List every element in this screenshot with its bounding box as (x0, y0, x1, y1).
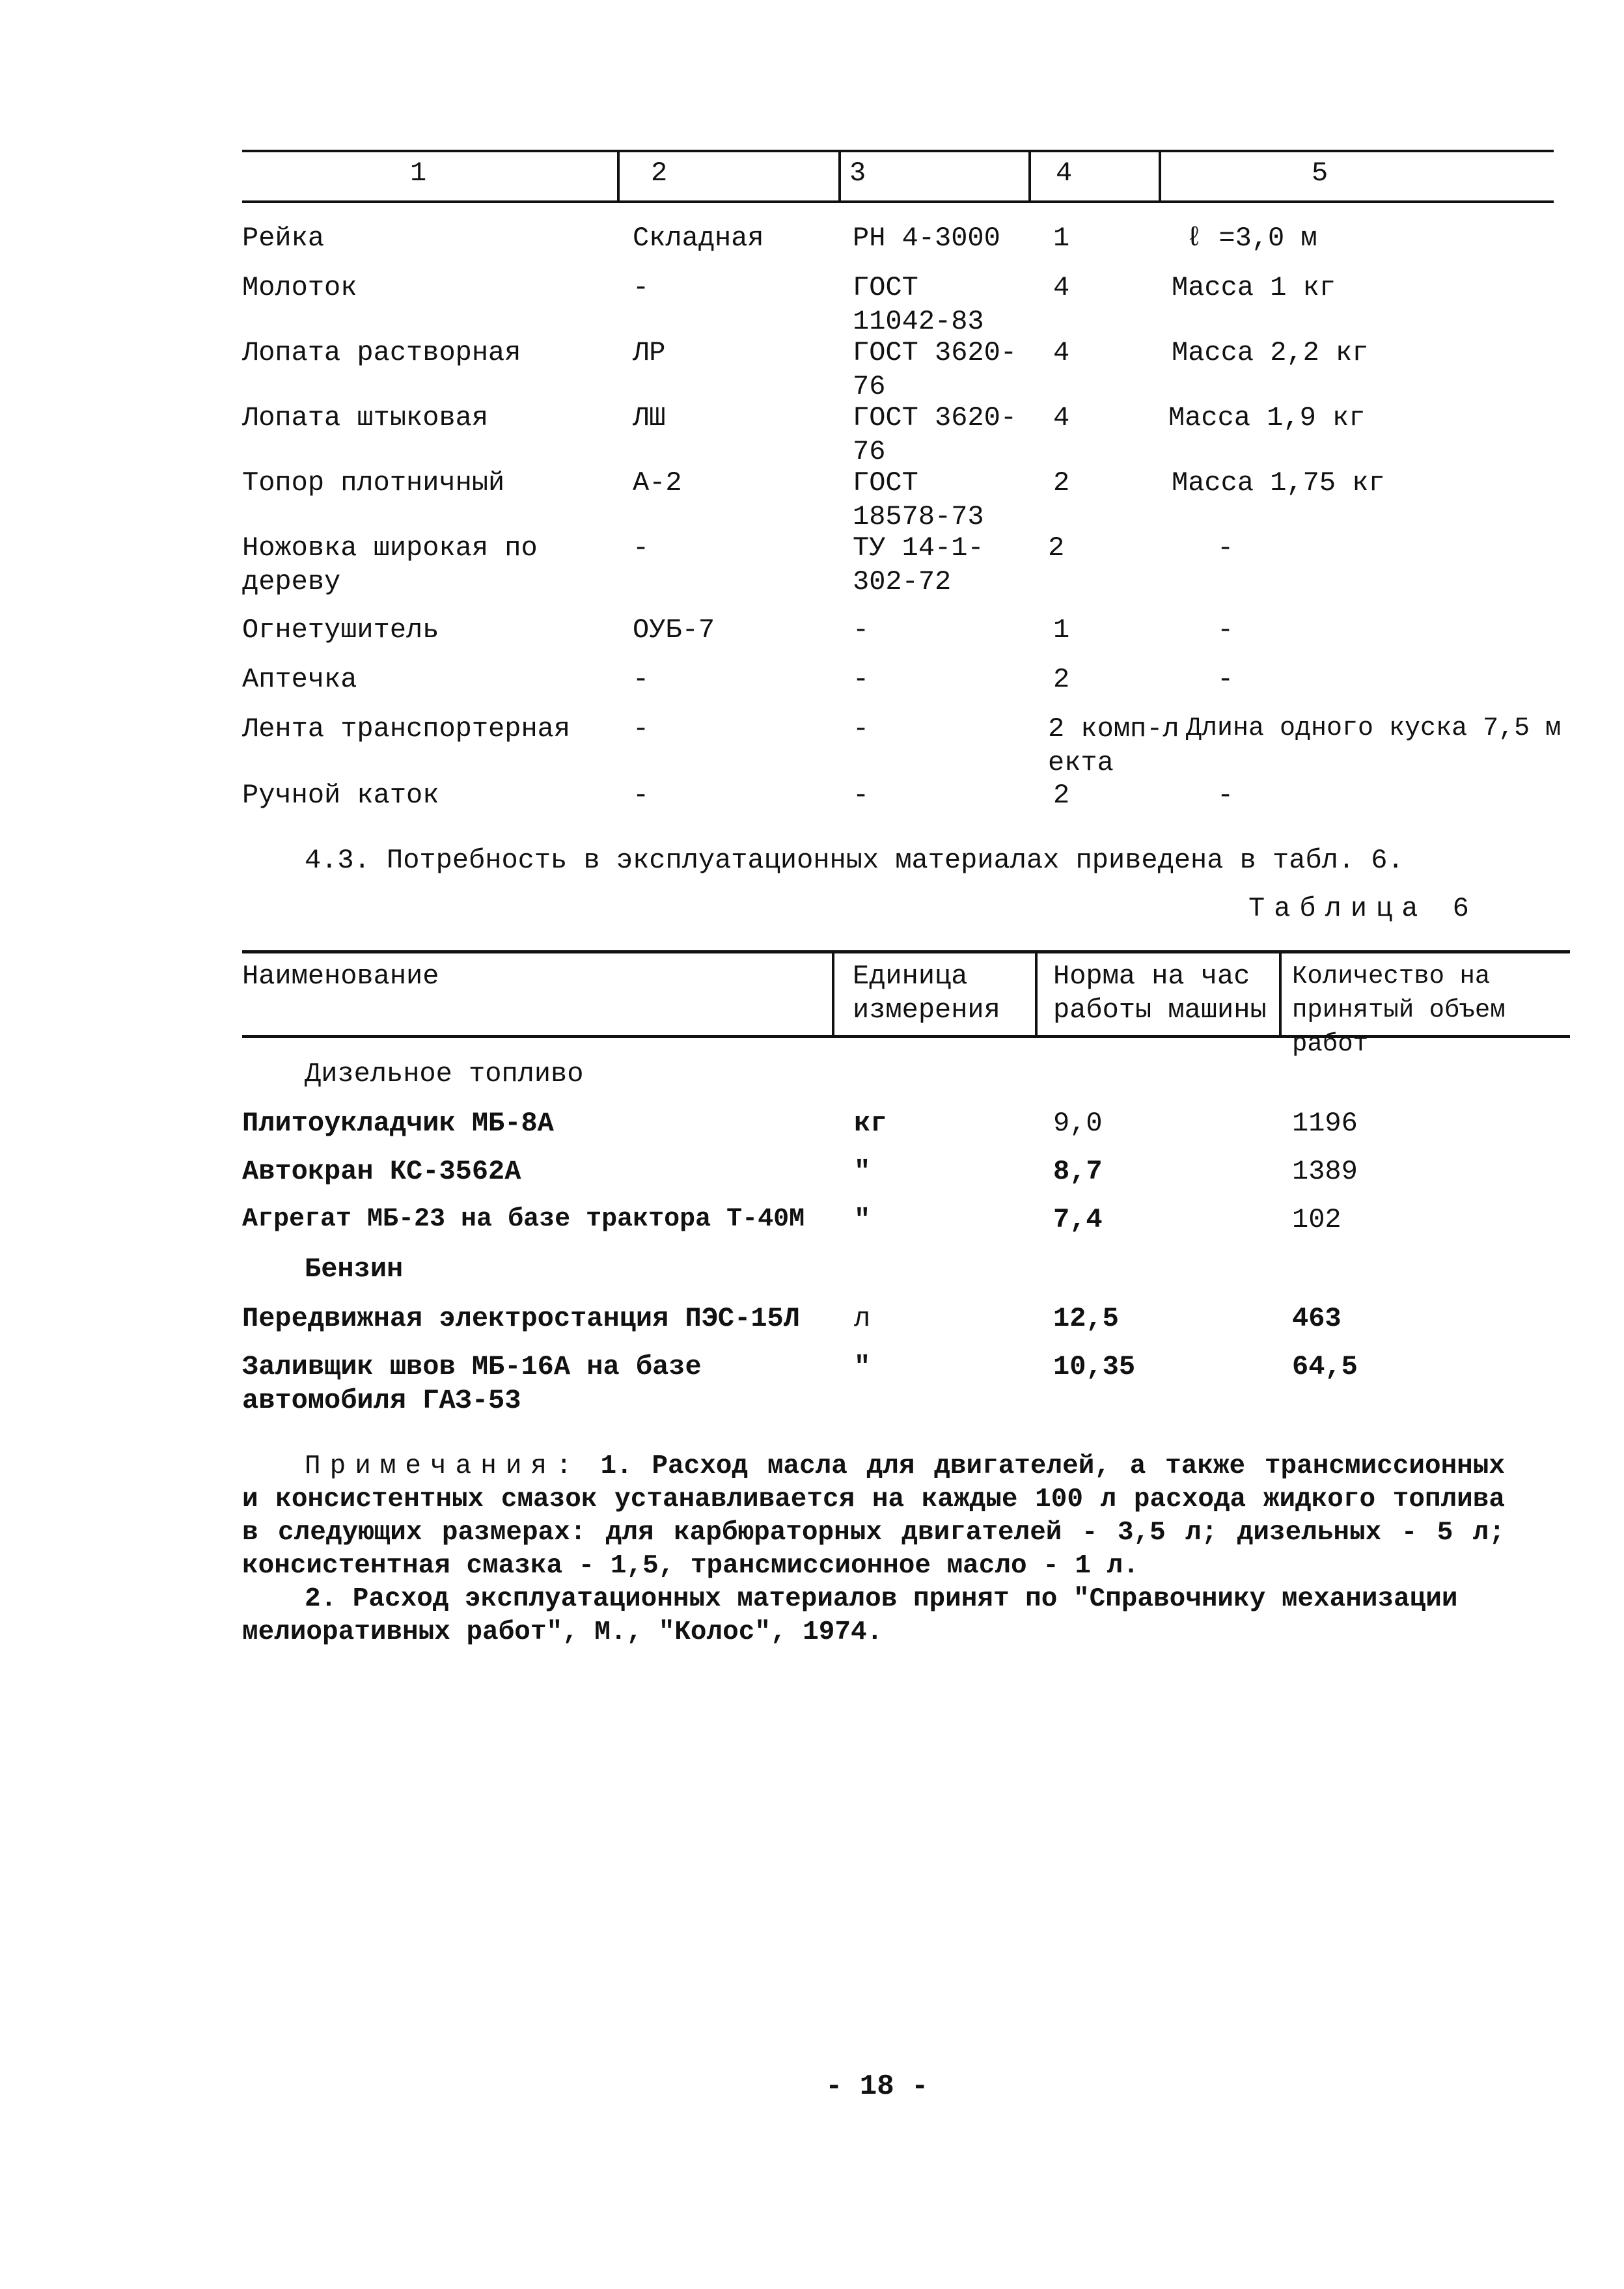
tool-name: Аптечка (242, 664, 357, 695)
tool-type: А-2 (633, 467, 682, 499)
tool-quantity: 2 комп-лекта (1048, 713, 1179, 778)
table6-header-total: Количество на принятый объем работ (1292, 962, 1506, 1058)
machine-total: 102 (1292, 1204, 1342, 1235)
petrol-section-title: Бензин (305, 1254, 404, 1285)
machine-norm: 7,4 (1053, 1204, 1103, 1235)
tool-note: Масса 1 кг (1172, 272, 1336, 303)
tool-name: Лопата растворная (242, 337, 521, 368)
tool-name: Огнетушитель (242, 614, 439, 646)
tool-quantity: 2 (1048, 532, 1065, 564)
machine-unit: " (854, 1351, 871, 1382)
diesel-section-title: Дизельное топливо (305, 1058, 584, 1090)
tool-quantity: 2 (1053, 467, 1070, 499)
tool-type: - (633, 713, 650, 745)
tool-type: ОУБ-7 (633, 614, 715, 646)
machine-unit: " (854, 1156, 871, 1187)
tool-note: - (1217, 614, 1234, 646)
machine-unit: л (854, 1303, 871, 1334)
tool-note: Масса 1,9 кг (1168, 402, 1366, 433)
table5-header-col3: 3 (849, 158, 866, 189)
tool-name: Лопата штыковая (242, 402, 489, 433)
machine-name: Плитоукладчик МБ-8А (242, 1108, 554, 1139)
tool-quantity: 4 (1053, 402, 1070, 433)
table6-header-norm: Норма на час работы машины (1053, 961, 1267, 1026)
tool-quantity: 2 (1053, 664, 1070, 695)
tool-type: ЛШ (633, 402, 666, 433)
note-2: 2. Расход эксплуатационных материалов принят по "Справочнику механизации мелиоративных работ", М., "Колос", 1974. (242, 1584, 1458, 1647)
notes-label: Примечания: (305, 1451, 581, 1481)
machine-name: Автокран КС-3562А (242, 1156, 521, 1187)
tool-quantity: 4 (1053, 272, 1070, 303)
tool-note: Масса 2,2 кг (1172, 337, 1369, 368)
machine-total: 1389 (1292, 1156, 1358, 1187)
table6-header-unit: Единица измерения (853, 961, 1000, 1026)
tool-note: - (1217, 780, 1234, 811)
table5-header-col2: 2 (651, 158, 668, 189)
machine-norm: 10,35 (1053, 1351, 1136, 1382)
machine-norm: 9,0 (1053, 1108, 1103, 1139)
tool-note: - (1217, 532, 1234, 564)
tool-type: Складная (633, 223, 764, 254)
machine-name: Передвижная электростанция ПЭС-15Л (242, 1303, 800, 1334)
machine-unit: " (854, 1204, 871, 1235)
machine-name: Заливщик швов МБ-16А на базе автомобиля ГАЗ-53 (242, 1351, 702, 1416)
tool-type: - (633, 532, 650, 564)
table6-header-name: Наименование (242, 961, 439, 992)
table6-label: Таблица 6 (1248, 893, 1478, 924)
tool-note: Масса 1,75 кг (1172, 467, 1385, 499)
machine-name: Агрегат МБ-23 на базе трактора Т-40М (242, 1205, 805, 1234)
machine-total: 463 (1292, 1303, 1342, 1334)
tool-standard: - (853, 614, 870, 646)
tool-standard: - (853, 713, 870, 745)
tool-name: Лента транспортерная (242, 713, 571, 745)
tool-quantity: 1 (1053, 223, 1070, 254)
tool-name: Рейка (242, 223, 325, 254)
tool-type: - (633, 272, 650, 303)
tool-note: Длина одного куска 7,5 м (1186, 714, 1562, 743)
tool-standard: ГОСТ 18578-73 (853, 467, 984, 532)
tool-name: Молоток (242, 272, 357, 303)
tool-type: ЛР (633, 337, 666, 368)
tool-quantity: 2 (1053, 780, 1070, 811)
machine-norm: 12,5 (1053, 1303, 1119, 1334)
tool-note: ℓ =3,0 м (1186, 223, 1317, 254)
table5-header-col5: 5 (1312, 158, 1328, 189)
table5-header-col4: 4 (1056, 158, 1073, 189)
tool-name: Ручной каток (242, 780, 439, 811)
machine-norm: 8,7 (1053, 1156, 1103, 1187)
machine-unit: кг (854, 1108, 887, 1139)
tool-standard: РН 4-3000 (853, 223, 1000, 254)
tool-note: - (1217, 664, 1234, 695)
paragraph-4-3: 4.3. Потребность в эксплуатационных материалах приведена в табл. 6. (305, 845, 1404, 876)
note-1-text: 1. Расход масла для двигателей, а также трансмиссионных и консистентных смазок устанавливается на каждые 100 л расхода жидкого топлива в следующих размерах: для карбюраторных двигателей - 3,5 л; дизельных - 5 л; консистентная смазка - 1,5, трансмиссионное масло - 1 л. (242, 1451, 1505, 1581)
tool-standard: ГОСТ 3620-76 (853, 402, 1017, 467)
tool-quantity: 4 (1053, 337, 1070, 368)
table5-header-col1: 1 (410, 158, 427, 189)
tool-standard: ГОСТ 11042-83 (853, 272, 984, 337)
note-1 (242, 1450, 1505, 1583)
page-number: - 18 - (825, 2070, 929, 2103)
tool-standard: - (853, 780, 870, 811)
tool-type: - (633, 664, 650, 695)
tool-standard: - (853, 664, 870, 695)
machine-total: 1196 (1292, 1108, 1358, 1139)
tool-name: Топор плотничный (242, 467, 505, 499)
tool-name: Ножовка широкая по дереву (242, 532, 538, 597)
tool-standard: ТУ 14-1-302-72 (853, 532, 984, 597)
tool-type: - (633, 780, 650, 811)
tool-standard: ГОСТ 3620-76 (853, 337, 1017, 402)
tool-quantity: 1 (1053, 614, 1070, 646)
machine-total: 64,5 (1292, 1351, 1358, 1382)
